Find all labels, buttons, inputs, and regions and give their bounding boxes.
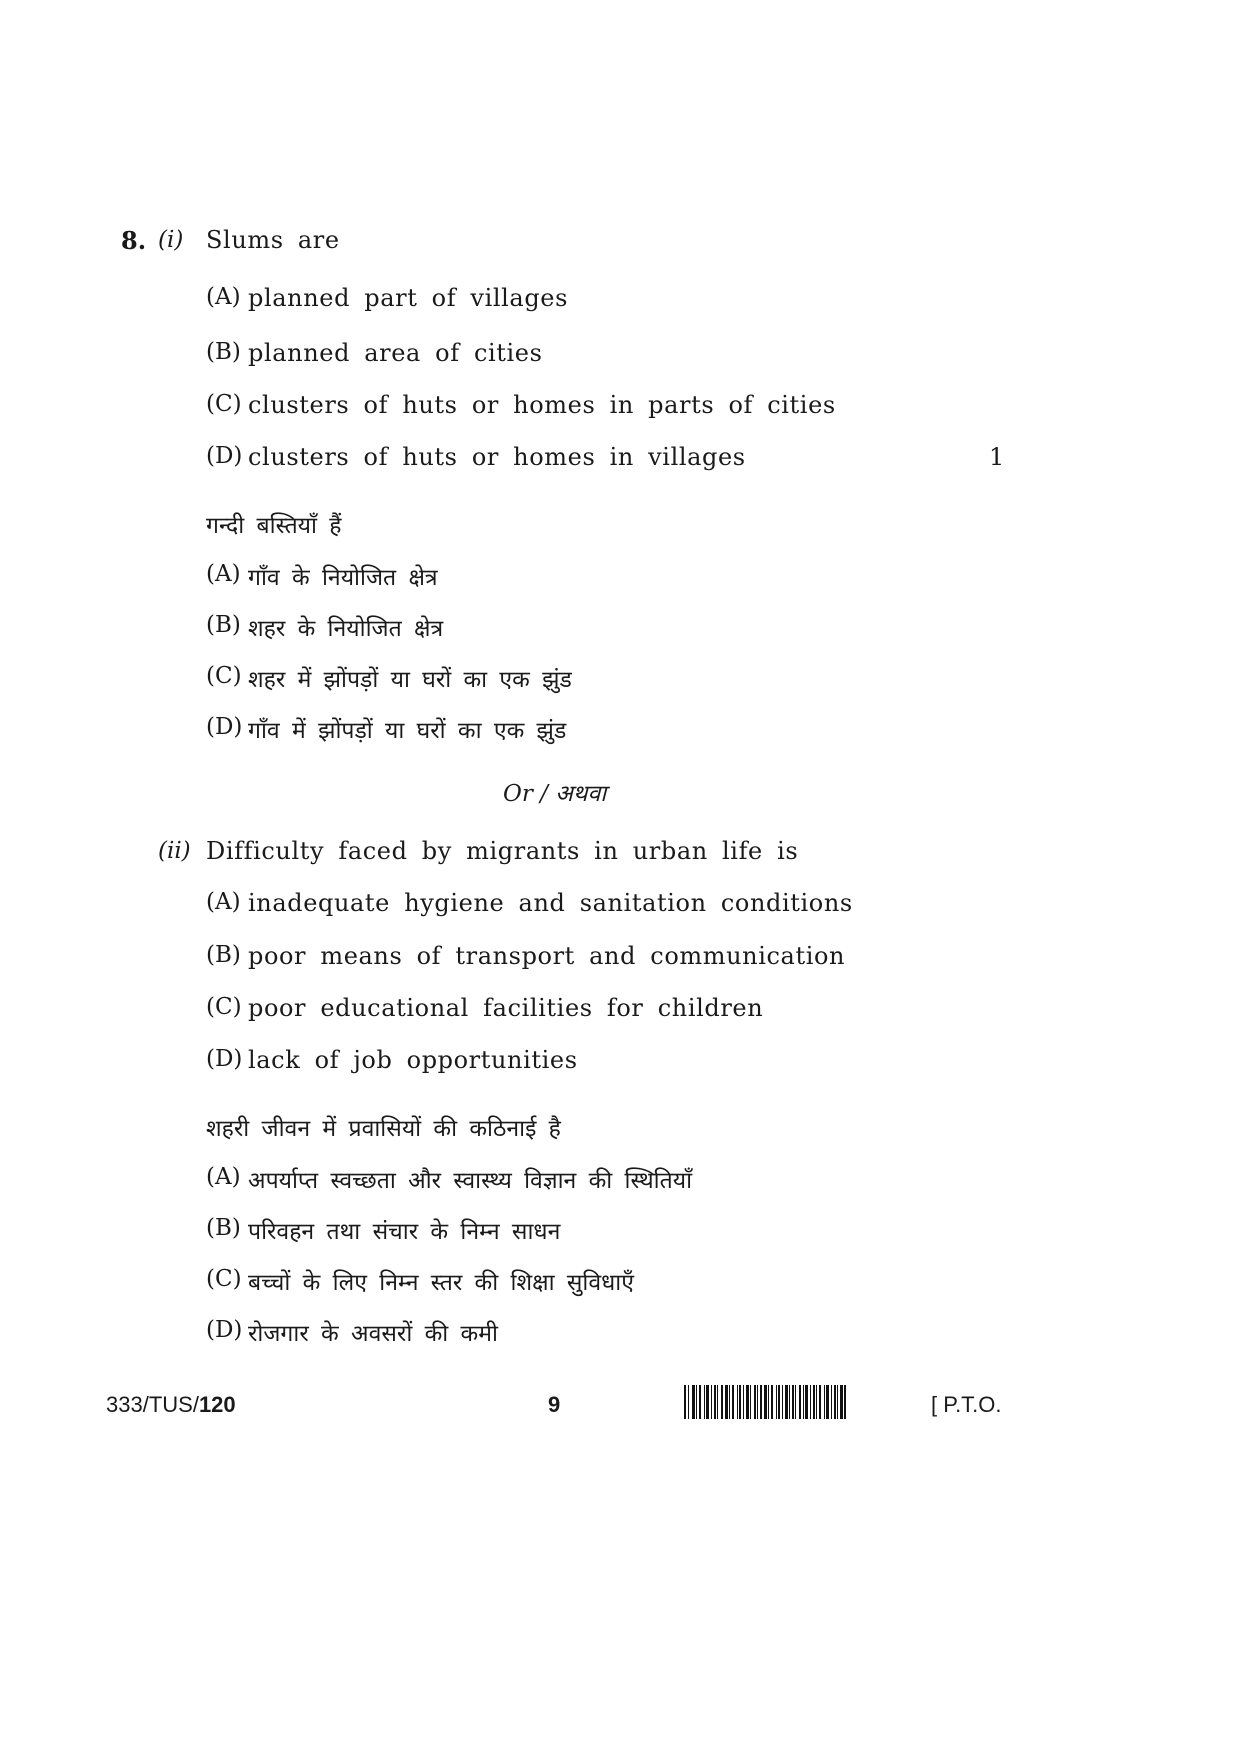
marks: 1: [989, 443, 1005, 471]
question-i-hindi: गन्दी बस्तियाँ हैं: [206, 513, 342, 539]
question-ii-hindi: शहरी जीवन में प्रवासियों की कठिनाई है: [206, 1116, 561, 1142]
option-i-d-hi-text: गाँव में झोंपड़ों या घरों का एक झुंड: [248, 718, 567, 744]
question-ii-text: Difficulty faced by migrants in urban life is: [206, 837, 799, 865]
option-ii-a-hi-label: (A): [206, 1164, 241, 1190]
option-ii-b-hi-label: (B): [206, 1215, 241, 1241]
option-ii-d-hi-text: रोजगार के अवसरों की कमी: [248, 1321, 498, 1347]
option-ii-c-hi-label: (C): [206, 1266, 242, 1292]
option-ii-d-text: lack of job opportunities: [248, 1046, 578, 1074]
part-ii-label: (ii): [158, 838, 191, 864]
option-i-a-hi-label: (A): [206, 561, 241, 587]
option-ii-a-hi-text: अपर्याप्त स्वच्छता और स्वास्थ्य विज्ञान की स्थितियाँ: [248, 1168, 693, 1194]
option-ii-a-text: inadequate hygiene and sanitation conditions: [248, 889, 853, 917]
page-number: 9: [548, 1392, 561, 1417]
option-i-c-hi-label: (C): [206, 663, 242, 689]
option-ii-a-label: (A): [206, 889, 241, 915]
option-i-a-text: planned part of villages: [248, 284, 569, 312]
option-i-a-label: (A): [206, 284, 241, 310]
paper-code-number: 120: [198, 1392, 236, 1417]
pto-label: [ P.T.O.: [931, 1392, 1002, 1417]
option-i-c-text: clusters of huts or homes in parts of cities: [248, 391, 836, 419]
option-ii-b-label: (B): [206, 942, 241, 968]
option-ii-c-label: (C): [206, 994, 242, 1020]
option-i-d-label: (D): [206, 443, 243, 469]
option-ii-b-text: poor means of transport and communication: [248, 942, 846, 970]
option-i-b-text: planned area of cities: [248, 339, 543, 367]
option-ii-c-hi-text: बच्चों के लिए निम्न स्तर की शिक्षा सुविधाएँ: [248, 1270, 634, 1296]
option-i-d-text: clusters of huts or homes in villages: [248, 443, 746, 471]
question-number: 8.: [121, 226, 147, 255]
option-i-d-hi-label: (D): [206, 714, 243, 740]
option-i-a-hi-text: गाँव के नियोजित क्षेत्र: [248, 565, 438, 591]
option-i-c-hi-text: शहर में झोंपड़ों या घरों का एक झुंड: [248, 667, 572, 693]
option-i-b-hi-label: (B): [206, 612, 241, 638]
part-i-label: (i): [158, 227, 184, 253]
option-ii-d-hi-label: (D): [206, 1317, 243, 1343]
barcode-icon: [684, 1385, 914, 1419]
option-i-b-hi-text: शहर के नियोजित क्षेत्र: [248, 616, 444, 642]
option-ii-c-text: poor educational facilities for children: [248, 994, 764, 1022]
question-i-text: Slums are: [206, 226, 340, 254]
option-ii-b-hi-text: परिवहन तथा संचार के निम्न साधन: [248, 1219, 561, 1245]
paper-code-prefix: 333/TUS/: [106, 1392, 199, 1417]
option-ii-d-label: (D): [206, 1046, 243, 1072]
or-separator: Or / अथवा: [503, 781, 607, 807]
paper-code: [106, 1392, 236, 1418]
option-i-b-label: (B): [206, 339, 241, 365]
option-i-c-label: (C): [206, 391, 242, 417]
